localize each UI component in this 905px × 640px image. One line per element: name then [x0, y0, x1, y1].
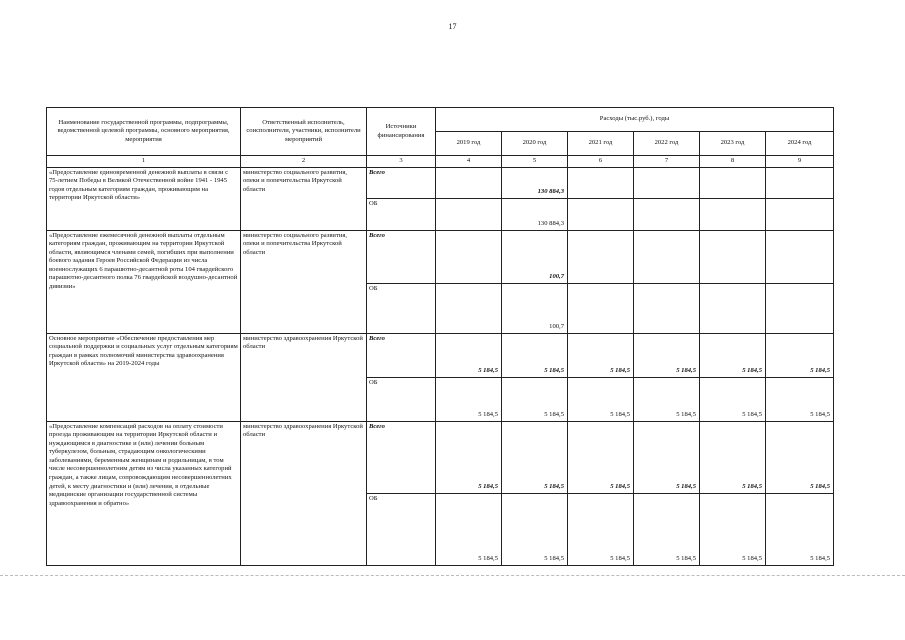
- header-executor: Ответственный исполнитель, соисполнители, участники, исполнители мероприятий: [241, 108, 367, 156]
- total-amount: 5 184,5: [502, 421, 568, 493]
- ob-amount: [634, 283, 700, 333]
- total-amount: [700, 230, 766, 283]
- source-total-label: Всего: [367, 230, 436, 283]
- header-year: 2020 год: [502, 132, 568, 156]
- ob-amount: 5 184,5: [568, 377, 634, 421]
- source-ob-label: ОБ: [367, 493, 436, 565]
- ob-amount: 5 184,5: [700, 493, 766, 565]
- ob-amount: 100,7: [502, 283, 568, 333]
- ob-amount: [568, 198, 634, 230]
- total-amount: 5 184,5: [766, 333, 834, 377]
- total-amount: 5 184,5: [436, 421, 502, 493]
- ob-amount: 5 184,5: [502, 377, 568, 421]
- ob-amount: 5 184,5: [766, 377, 834, 421]
- header-expenses: Расходы (тыс.руб.), годы: [436, 108, 834, 132]
- total-amount: [766, 230, 834, 283]
- total-amount: [436, 167, 502, 198]
- measure-executor: министерство социального развития, опеки и попечительства Иркутской области: [241, 167, 367, 230]
- ob-amount: [436, 198, 502, 230]
- measure-name: «Предоставление компенсаций расходов на оплату стоимости проезда проживающим на территории Иркутской области и нуждающимся в диагностике и (или) лечении больным туберкулезом, больным, страдающим онкологическими заболеваниями, беременным женщинам и родильницам, в том числе несовершеннолетним детям из числа указанных категорий граждан, а также лицам, сопровождающим несовершеннолетних детей, к месту диагностики и (или) лечения, в отдельные медицинские организации государственной системы здравоохранения и обратно»: [47, 421, 241, 565]
- total-amount: 5 184,5: [634, 421, 700, 493]
- table-row: [47, 421, 834, 493]
- total-amount: 5 184,5: [568, 333, 634, 377]
- total-amount: 5 184,5: [568, 421, 634, 493]
- total-amount: 5 184,5: [634, 333, 700, 377]
- ob-amount: [700, 198, 766, 230]
- measure-name: «Предоставление ежемесячной денежной выплаты отдельным категориям граждан, проживающим на территории Иркутской области, являющимся членами семей, погибших при выполнении боевого задания Героев Российской Федерации из числа военнослужащих 6 парашютно-десантной роты 104 гвардейского парашютно-десантного полка 76 гвардейской воздушно-десантной дивизии»: [47, 230, 241, 333]
- ob-amount: [634, 198, 700, 230]
- header-year: 2021 год: [568, 132, 634, 156]
- measure-name: Основное мероприятие «Обеспечение предоставления мер социальной поддержки и социальных услуг отдельным категориям граждан в рамках полномочий министерства здравоохранения Иркутской области» на 2019-2024 годы: [47, 333, 241, 421]
- source-ob-label: ОБ: [367, 377, 436, 421]
- ob-amount: 5 184,5: [766, 493, 834, 565]
- total-amount: 5 184,5: [436, 333, 502, 377]
- table-row: [47, 167, 834, 198]
- measure-name: «Предоставление единовременной денежной выплаты в связи с 75-летием Победы в Великой Отечественной войне 1941 - 1945 годов отдельным категориям граждан, проживающим на территории Иркутской области»: [47, 167, 241, 230]
- total-amount: [436, 230, 502, 283]
- total-amount: 130 884,3: [502, 167, 568, 198]
- measure-executor: министерство социального развития, опеки и попечительства Иркутской области: [241, 230, 367, 333]
- table-row: [47, 230, 834, 283]
- column-number: 2: [241, 156, 367, 168]
- total-amount: 5 184,5: [502, 333, 568, 377]
- ob-amount: 130 884,3: [502, 198, 568, 230]
- table-row: [47, 333, 834, 377]
- total-amount: [766, 167, 834, 198]
- measure-executor: министерство здравоохранения Иркутской области: [241, 421, 367, 565]
- ob-amount: [568, 283, 634, 333]
- ob-amount: [766, 283, 834, 333]
- ob-amount: 5 184,5: [634, 377, 700, 421]
- column-number: 5: [502, 156, 568, 168]
- total-amount: [568, 230, 634, 283]
- ob-amount: 5 184,5: [436, 377, 502, 421]
- ob-amount: 5 184,5: [436, 493, 502, 565]
- column-number: 9: [766, 156, 834, 168]
- column-number: 8: [700, 156, 766, 168]
- header-year: 2022 год: [634, 132, 700, 156]
- column-number: 3: [367, 156, 436, 168]
- total-amount: 5 184,5: [700, 333, 766, 377]
- expenses-table: [46, 107, 834, 566]
- header-year: 2019 год: [436, 132, 502, 156]
- ob-amount: 5 184,5: [502, 493, 568, 565]
- header-year: 2023 год: [700, 132, 766, 156]
- total-amount: [634, 230, 700, 283]
- source-total-label: Всего: [367, 421, 436, 493]
- page-cut-line: [0, 575, 905, 576]
- ob-amount: 5 184,5: [568, 493, 634, 565]
- ob-amount: [700, 283, 766, 333]
- column-number: 7: [634, 156, 700, 168]
- column-number: 6: [568, 156, 634, 168]
- ob-amount: [436, 283, 502, 333]
- total-amount: [634, 167, 700, 198]
- source-ob-label: ОБ: [367, 283, 436, 333]
- ob-amount: [766, 198, 834, 230]
- total-amount: 5 184,5: [766, 421, 834, 493]
- source-total-label: Всего: [367, 167, 436, 198]
- total-amount: [700, 167, 766, 198]
- header-source: Источники финансирования: [367, 108, 436, 156]
- header-name: Наименование государственной программы, подпрограммы, ведомственной целевой программы, основного мероприятия, мероприятия: [47, 108, 241, 156]
- header-year: 2024 год: [766, 132, 834, 156]
- source-total-label: Всего: [367, 333, 436, 377]
- column-number: 4: [436, 156, 502, 168]
- ob-amount: 5 184,5: [634, 493, 700, 565]
- page-number: 17: [448, 22, 457, 31]
- column-number: 1: [47, 156, 241, 168]
- source-ob-label: ОБ: [367, 198, 436, 230]
- total-amount: [568, 167, 634, 198]
- total-amount: 100,7: [502, 230, 568, 283]
- total-amount: 5 184,5: [700, 421, 766, 493]
- measure-executor: министерство здравоохранения Иркутской области: [241, 333, 367, 421]
- ob-amount: 5 184,5: [700, 377, 766, 421]
